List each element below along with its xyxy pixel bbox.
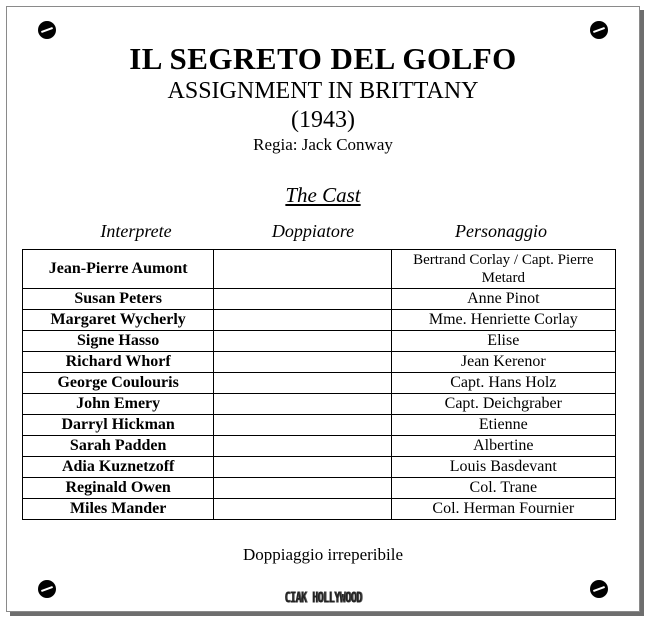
- actor-cell: Margaret Wycherly: [23, 310, 214, 331]
- actor-cell: Jean-Pierre Aumont: [23, 250, 214, 289]
- screw-icon: [590, 21, 608, 39]
- dubber-cell: [214, 352, 391, 373]
- character-cell: Col. Herman Fournier: [391, 499, 615, 520]
- dubber-cell: [214, 457, 391, 478]
- dubber-cell: [214, 436, 391, 457]
- character-cell: Louis Basdevant: [391, 457, 615, 478]
- dubber-cell: [214, 331, 391, 352]
- actor-cell: Susan Peters: [23, 289, 214, 310]
- dubber-cell: [214, 478, 391, 499]
- release-year: (1943): [291, 107, 355, 133]
- dubber-cell: [214, 310, 391, 331]
- actor-cell: Adia Kuznetzoff: [23, 457, 214, 478]
- actor-cell: Signe Hasso: [23, 331, 214, 352]
- table-row: [23, 457, 616, 478]
- character-cell: Etienne: [391, 415, 615, 436]
- movie-title: IL SEGRETO DEL GOLFO: [129, 41, 517, 76]
- column-header-character: Personaggio: [455, 221, 547, 241]
- dubber-cell: [214, 415, 391, 436]
- table-row: [23, 250, 616, 289]
- table-row: [23, 478, 616, 499]
- table-row: [23, 373, 616, 394]
- logo-text: CIAK HOLLYWOOD: [284, 590, 362, 607]
- table-row: [23, 499, 616, 520]
- actor-cell: George Coulouris: [23, 373, 214, 394]
- character-cell: Albertine: [391, 436, 615, 457]
- dubber-cell: [214, 250, 391, 289]
- table-row: [23, 289, 616, 310]
- cast-heading: The Cast: [285, 183, 361, 207]
- column-header-actor: Interprete: [100, 221, 172, 241]
- cast-table: [22, 249, 616, 520]
- actor-cell: John Emery: [23, 394, 214, 415]
- actor-cell: Richard Whorf: [23, 352, 214, 373]
- character-cell: Mme. Henriette Corlay: [391, 310, 615, 331]
- screw-icon: [38, 21, 56, 39]
- cast-plaque: [6, 6, 640, 612]
- original-title: ASSIGNMENT IN BRITTANY: [167, 78, 479, 104]
- dubbing-note: Doppiaggio irreperibile: [242, 545, 404, 564]
- character-cell: Elise: [391, 331, 615, 352]
- table-row: [23, 415, 616, 436]
- dubber-cell: [214, 394, 391, 415]
- table-row: [23, 436, 616, 457]
- character-cell: Capt. Hans Holz: [391, 373, 615, 394]
- actor-cell: Reginald Owen: [23, 478, 214, 499]
- actor-cell: Sarah Padden: [23, 436, 214, 457]
- character-cell: Col. Trane: [391, 478, 615, 499]
- table-row: [23, 352, 616, 373]
- table-row: [23, 394, 616, 415]
- table-row: [23, 331, 616, 352]
- ciak-hollywood-logo: [7, 590, 639, 607]
- dubber-cell: [214, 373, 391, 394]
- character-cell: Anne Pinot: [391, 289, 615, 310]
- table-row: [23, 310, 616, 331]
- column-header-dubber: Doppiatore: [271, 221, 355, 241]
- character-cell: Jean Kerenor: [391, 352, 615, 373]
- director-credit: Regia: Jack Conway: [253, 135, 393, 154]
- actor-cell: Miles Mander: [23, 499, 214, 520]
- dubber-cell: [214, 499, 391, 520]
- dubber-cell: [214, 289, 391, 310]
- actor-cell: Darryl Hickman: [23, 415, 214, 436]
- character-cell: Capt. Deichgraber: [391, 394, 615, 415]
- character-cell: Bertrand Corlay / Capt. Pierre Metard: [391, 250, 615, 289]
